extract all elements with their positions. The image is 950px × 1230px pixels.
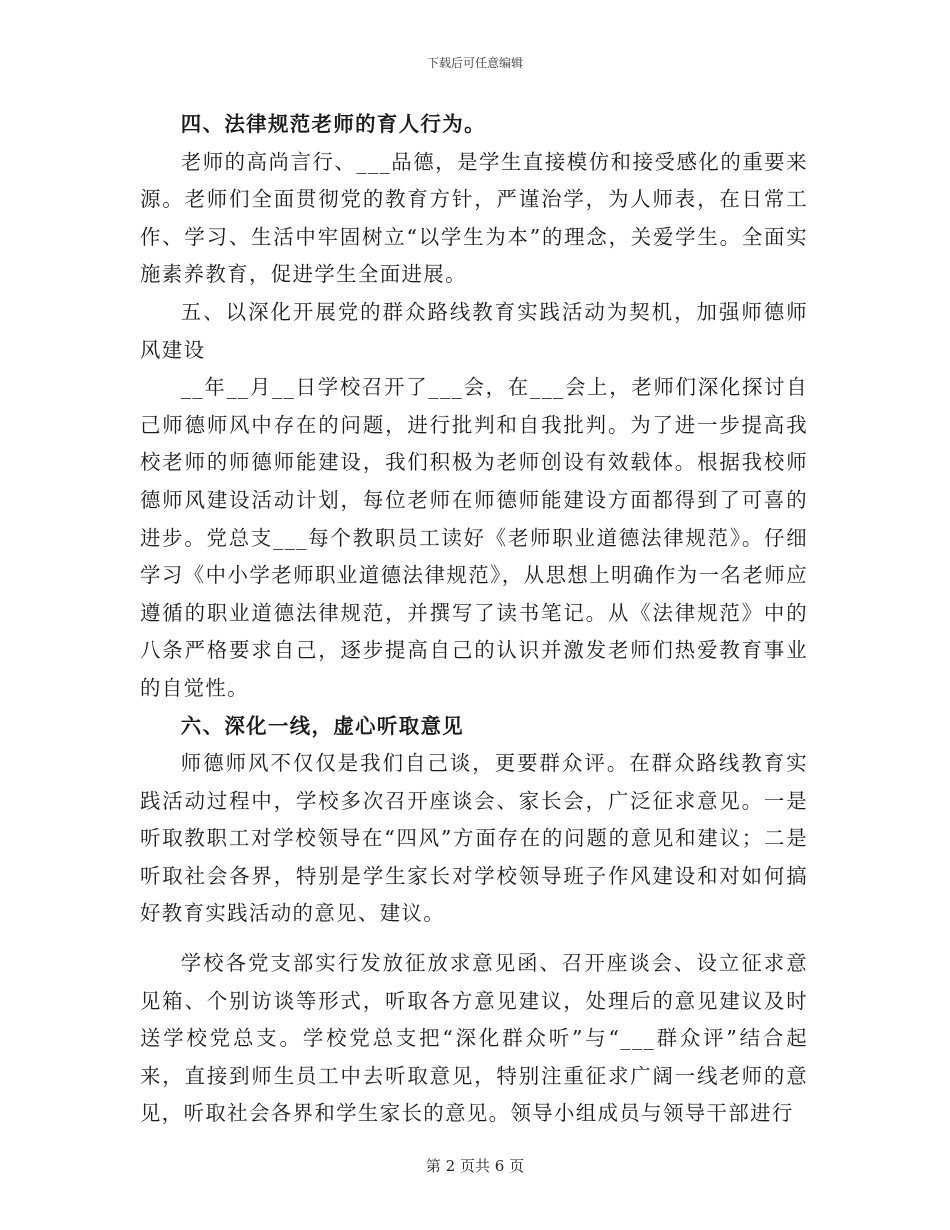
document-body xyxy=(140,106,808,1133)
paragraph: 师德师风不仅仅是我们自己谈，更要群众评。在群众路线教育实践活动过程中，学校多次召开座谈会、家长会，广泛征求意见。一是听取教职工对学校领导在“四风”方面存在的问题的意见和建议；二是听取社会各界，特别是学生家长对学校领导班子作风建设和对如何搞好教育实践活动的意见、建议。 xyxy=(140,751,808,926)
section-heading-5: 五、以深化开展党的群众路线教育实践活动为契机，加强师德师风建设 xyxy=(140,299,808,362)
page-header: 下载后可任意编辑 xyxy=(426,56,523,70)
paragraph: 老师的高尚言行、___品德，是学生直接模仿和接受感化的重要来源。老师们全面贯彻党的教育方针，严谨治学，为人师表，在日常工作、学习、生活中牢固树立“以学生为本”的理念，关爱学生。全面实施素养教育，促进学生全面进展。 xyxy=(140,149,808,287)
paragraph: 学校各党支部实行发放征放求意见函、召开座谈会、设立征求意见箱、个别访谈等形式，听取各方意见建议，处理后的意见建议及时送学校党总支。学校党总支把“深化群众听”与“___群众评”结合起来，直接到师生员工中去听取意见，特别注重征求广阔一线老师的意见，听取社会各界和学生家长的意见。领导小组成员与领导干部进行 xyxy=(140,951,808,1126)
section-heading-4: 四、法律规范老师的育人行为。 xyxy=(180,112,486,136)
paragraph: __年__月__日学校召开了___会，在___会上，老师们深化探讨自己师德师风中存在的问题，进行批判和自我批判。为了进一步提高我校老师的师德师能建设，我们积极为老师创设有效载体。根据我校师德师风建设活动计划，每位老师在师德师能建设方面都得到了可喜的进步。党总支___每个教职员工读好《老师职业道德法律规范》。仔细学习《中小学老师职业道德法律规范》，从思想上明确作为一名老师应遵循的职业道德法律规范，并撰写了读书笔记。从《法律规范》中的八条严格要求自己，逐步提高自己的认识并激发老师们热爱教育事业的自觉性。 xyxy=(140,375,808,700)
page-number: 第 2 页共 6 页 xyxy=(425,1157,525,1175)
section-heading-6: 六、深化一线，虚心听取意见 xyxy=(180,713,465,738)
